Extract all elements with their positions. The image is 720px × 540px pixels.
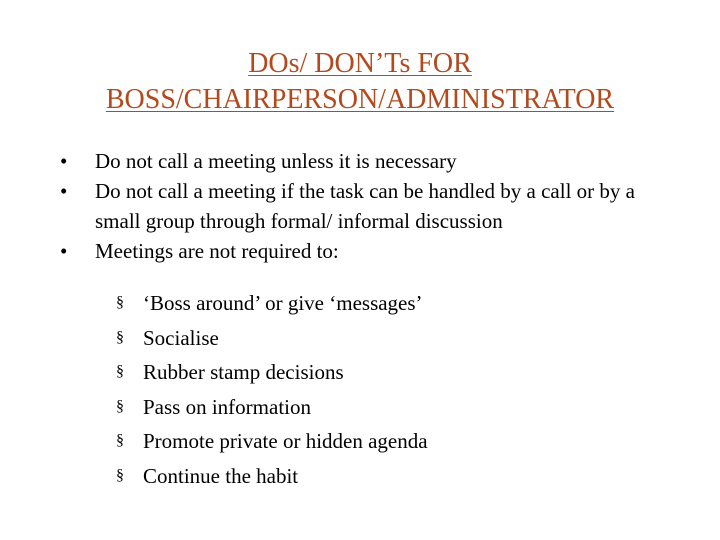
section-sign-icon: § bbox=[116, 397, 124, 415]
section-sign-icon: § bbox=[116, 432, 124, 450]
slide-title bbox=[30, 46, 690, 118]
bullet-text: Do not call a meeting unless it is necessary bbox=[95, 149, 457, 173]
sub-bullet-text: Continue the habit bbox=[143, 463, 299, 488]
bullet-dot-icon: • bbox=[60, 239, 68, 263]
sub-bullet-item bbox=[116, 355, 636, 390]
sub-bullet-item bbox=[116, 390, 636, 425]
main-bullet-list bbox=[60, 146, 680, 266]
sub-bullet-item bbox=[116, 286, 636, 321]
bullet-text: Do not call a meeting if the task can be handled by a call or by a small group through formal/ informal discussion bbox=[95, 179, 635, 233]
section-sign-icon: § bbox=[116, 466, 124, 484]
section-sign-icon: § bbox=[116, 294, 124, 311]
section-sign-icon: § bbox=[116, 363, 124, 381]
sub-bullet-item bbox=[116, 424, 636, 459]
sub-bullet-text: Pass on information bbox=[143, 394, 311, 419]
sub-bullet-item bbox=[116, 459, 636, 494]
section-sign-icon: § bbox=[116, 328, 124, 346]
bullet-dot-icon: • bbox=[60, 179, 68, 203]
bullet-dot-icon: • bbox=[60, 149, 68, 173]
sub-bullet-text: Socialise bbox=[143, 325, 219, 350]
slide-title-line-1: DOs/ DON’Ts FOR bbox=[248, 48, 472, 79]
slide-title-line-2: BOSS/CHAIRPERSON/ADMINISTRATOR bbox=[105, 84, 615, 115]
sub-bullet-list bbox=[116, 286, 636, 494]
bullet-item bbox=[60, 176, 680, 236]
sub-bullet-text: Promote private or hidden agenda bbox=[143, 429, 428, 454]
sub-bullet-item bbox=[116, 321, 636, 356]
bullet-text: Meetings are not required to: bbox=[95, 239, 339, 263]
sub-bullet-text: ‘Boss around’ or give ‘messages’ bbox=[143, 291, 423, 315]
sub-bullet-text: Rubber stamp decisions bbox=[143, 360, 344, 385]
bullet-item bbox=[60, 236, 680, 266]
bullet-item bbox=[60, 146, 680, 176]
